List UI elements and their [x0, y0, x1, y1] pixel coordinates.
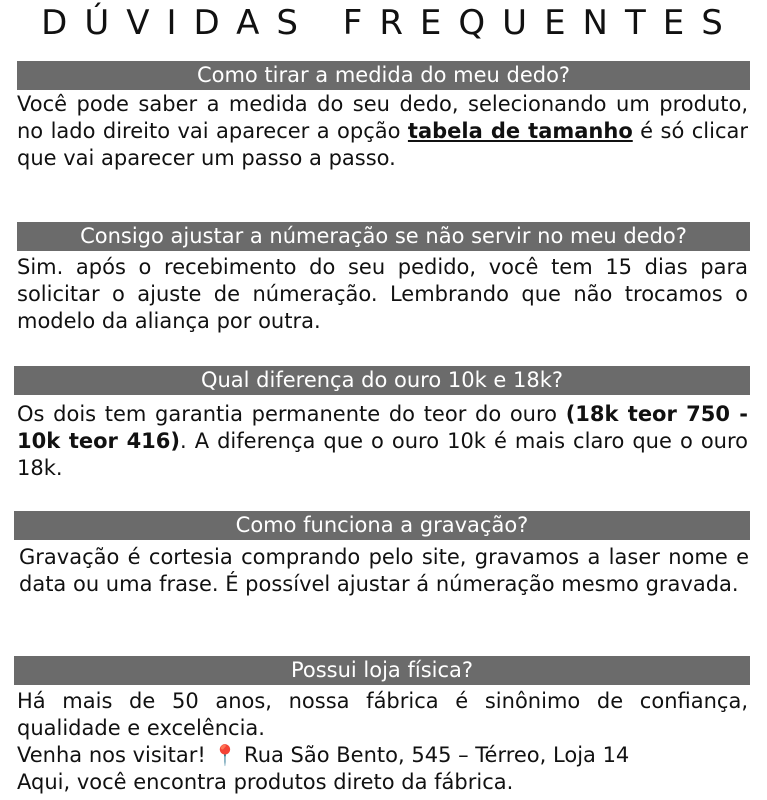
faq-answer-1-text-b: é só clicar que vai aparecer um passo a passo.	[17, 119, 749, 170]
faq-question-4[interactable]: Como funciona a gravação?	[14, 511, 750, 540]
address-text: Rua São Bento, 545 – Térreo, Loja 14	[237, 743, 630, 767]
faq-question-2[interactable]: Consigo ajustar a númeração se não servir no meu dedo?	[17, 222, 750, 251]
faq-answer-5	[17, 688, 748, 796]
faq-answer-5-line-2	[17, 742, 748, 769]
faq-answer-3	[17, 401, 748, 482]
page-title: DÚVIDAS FREQUENTES	[41, 3, 740, 43]
faq-answer-2: Sim. após o recebimento do seu pedido, você tem 15 dias para solicitar o ajuste de númeração. Lembrando que não trocamos o modelo da aliança por outra.	[17, 255, 748, 333]
faq-answer-5-line-3: Aqui, você encontra produtos direto da fábrica.	[17, 770, 514, 794]
visit-text: Venha nos visitar!	[17, 743, 213, 767]
size-table-link[interactable]: tabela de tamanho	[407, 119, 633, 143]
faq-question-1[interactable]: Como tirar a medida do meu dedo?	[17, 61, 750, 90]
faq-question-3[interactable]: Qual diferença do ouro 10k e 18k?	[14, 366, 750, 395]
faq-answer-3-text-b: . A diferença que o ouro 10k é mais claro que o ouro 18k.	[17, 429, 748, 480]
faq-answer-3-text-a: Os dois tem garantia permanente do teor do ouro	[17, 402, 566, 426]
faq-answer-1-text-a: Você pode saber a medida do seu dedo, selecionando um produto, no lado direito vai aparecer a opção	[17, 92, 748, 143]
faq-answer-1	[17, 91, 748, 172]
gold-content-detail: (18k teor 750 - 10k teor 416)	[17, 402, 748, 453]
faq-answer-5-line-1: Há mais de 50 anos, nossa fábrica é sinônimo de confiança, qualidade e excelência.	[17, 689, 748, 740]
faq-answer-4: Gravação é cortesia comprando pelo site, gravamos a laser nome e data ou uma frase. É possível ajustar á númeração mesmo gravada.	[19, 545, 749, 596]
pin-icon: 📍	[212, 743, 238, 767]
faq-question-5[interactable]: Possui loja física?	[14, 656, 750, 685]
